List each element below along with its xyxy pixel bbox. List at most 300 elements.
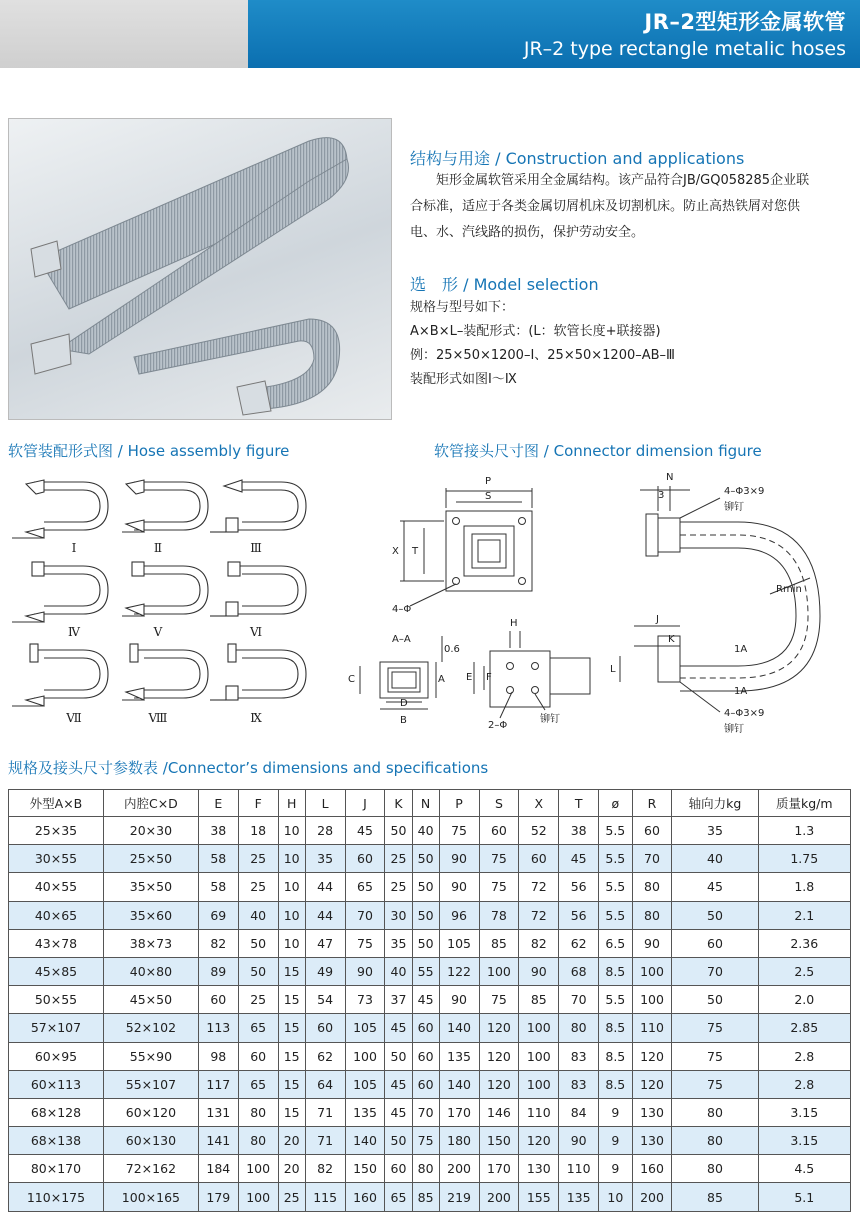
table-cell: 82 [198, 929, 238, 957]
table-cell: 60 [238, 1042, 278, 1070]
table-cell: 10 [278, 817, 305, 845]
table-cell: 68 [559, 957, 599, 985]
column-header: 轴向力kg [672, 790, 758, 817]
table-cell: 60 [198, 986, 238, 1014]
table-cell: 85 [672, 1183, 758, 1211]
table-cell: 9 [599, 1155, 633, 1183]
table-cell: 35 [305, 845, 345, 873]
roman-label: Ⅷ [148, 711, 168, 725]
column-header: X [519, 790, 559, 817]
table-cell: 180 [439, 1127, 479, 1155]
table-cell: 20 [278, 1127, 305, 1155]
table-cell: 135 [439, 1042, 479, 1070]
assembly-diagram [12, 644, 108, 706]
table-cell: 60 [412, 1014, 439, 1042]
table-cell: 52 [519, 817, 559, 845]
page-title: JR–2型矩形金属软管 [644, 10, 846, 34]
table-cell: 120 [519, 1127, 559, 1155]
table-cell: 20 [278, 1155, 305, 1183]
dim-label: L [610, 664, 616, 675]
dim-label: B [400, 715, 407, 726]
table-cell: 75 [345, 929, 385, 957]
table-cell: 160 [632, 1155, 672, 1183]
table-cell: 140 [439, 1070, 479, 1098]
table-cell: 69 [198, 901, 238, 929]
table-cell: 50 [672, 986, 758, 1014]
table-cell: 5.5 [599, 901, 633, 929]
construction-text [410, 168, 855, 246]
header-banner [248, 0, 860, 68]
table-cell: 8.5 [599, 1014, 633, 1042]
model-line: 装配形式如图Ⅰ～Ⅸ [410, 372, 517, 387]
table-cell: 135 [559, 1183, 599, 1211]
table-cell: 80 [238, 1098, 278, 1126]
table-cell: 10 [599, 1183, 633, 1211]
header-gray-band [0, 0, 248, 68]
table-cell: 219 [439, 1183, 479, 1211]
table-cell: 25 [238, 873, 278, 901]
connector-figure-title: 软管接头尺寸图 / Connector dimension figure [434, 442, 762, 460]
table-cell: 73 [345, 986, 385, 1014]
table-cell: 83 [559, 1070, 599, 1098]
table-cell: 8.5 [599, 1042, 633, 1070]
hose-assembly-figure [8, 466, 308, 736]
table-cell: 45 [412, 986, 439, 1014]
table-cell: 100×165 [103, 1183, 198, 1211]
table-cell: 15 [278, 986, 305, 1014]
table-cell: 100 [519, 1070, 559, 1098]
dim-label: 4–Φ3×9 [724, 486, 765, 497]
table-cell: 75 [439, 817, 479, 845]
table-cell: 140 [439, 1014, 479, 1042]
table-cell: 100 [345, 1042, 385, 1070]
dim-label: C [348, 674, 355, 685]
table-cell: 5.5 [599, 986, 633, 1014]
table-cell: 25 [385, 873, 412, 901]
table-cell: 100 [519, 1014, 559, 1042]
table-cell: 52×102 [103, 1014, 198, 1042]
table-cell: 75 [479, 986, 519, 1014]
table-cell: 10 [278, 929, 305, 957]
table-cell: 55×107 [103, 1070, 198, 1098]
column-header: F [238, 790, 278, 817]
table-cell: 1.8 [758, 873, 850, 901]
table-cell: 58 [198, 873, 238, 901]
table-row [9, 1042, 851, 1070]
table-cell: 10 [278, 845, 305, 873]
table-row [9, 873, 851, 901]
table-cell: 70 [672, 957, 758, 985]
table-cell: 50 [385, 817, 412, 845]
table-cell: 105 [345, 1070, 385, 1098]
table-header-row [9, 790, 851, 817]
dim-label: E [466, 672, 473, 683]
table-cell: 50 [412, 873, 439, 901]
table-cell: 2.85 [758, 1014, 850, 1042]
table-cell: 18 [238, 817, 278, 845]
table-cell: 60×95 [9, 1042, 104, 1070]
table-cell: 179 [198, 1183, 238, 1211]
roman-label: Ⅶ [66, 711, 82, 725]
table-cell: 70 [559, 986, 599, 1014]
table-cell: 56 [559, 873, 599, 901]
table-row [9, 929, 851, 957]
table-cell: 43×78 [9, 929, 104, 957]
dim-label: 4–Φ [392, 604, 412, 615]
table-cell: 170 [479, 1155, 519, 1183]
table-cell: 120 [479, 1070, 519, 1098]
table-cell: 40 [412, 817, 439, 845]
table-cell: 60 [519, 845, 559, 873]
table-cell: 130 [632, 1098, 672, 1126]
table-cell: 30 [385, 901, 412, 929]
table-cell: 75 [479, 873, 519, 901]
table-cell: 75 [412, 1127, 439, 1155]
table-cell: 71 [305, 1127, 345, 1155]
table-cell: 5.5 [599, 873, 633, 901]
table-cell: 15 [278, 1042, 305, 1070]
table-cell: 40 [238, 901, 278, 929]
table-cell: 90 [519, 957, 559, 985]
table-cell: 2.1 [758, 901, 850, 929]
table-cell: 105 [439, 929, 479, 957]
table-cell: 40 [385, 957, 412, 985]
dim-label: F [486, 672, 492, 683]
dim-label: 4–Φ3×9 [724, 708, 765, 719]
table-row [9, 845, 851, 873]
assembly-diagram [122, 562, 208, 616]
dim-label: 1A [734, 686, 748, 697]
table-cell: 15 [278, 1098, 305, 1126]
table-cell: 25 [238, 845, 278, 873]
table-cell: 72 [519, 901, 559, 929]
assembly-diagram [122, 644, 208, 700]
dim-label: K [668, 634, 675, 645]
table-cell: 65 [238, 1014, 278, 1042]
table-cell: 9 [599, 1098, 633, 1126]
table-cell: 60 [479, 817, 519, 845]
table-cell: 45 [559, 845, 599, 873]
table-row [9, 986, 851, 1014]
table-cell: 38 [198, 817, 238, 845]
table-cell: 40×65 [9, 901, 104, 929]
table-cell: 141 [198, 1127, 238, 1155]
table-cell: 75 [672, 1070, 758, 1098]
table-cell: 57×107 [9, 1014, 104, 1042]
table-cell: 8.5 [599, 957, 633, 985]
table-row [9, 901, 851, 929]
table-cell: 100 [238, 1155, 278, 1183]
table-cell: 3.15 [758, 1098, 850, 1126]
table-cell: 30×55 [9, 845, 104, 873]
dim-label: T [412, 546, 419, 557]
construction-line: 电、水、汽线路的损伤，保护劳动安全。 [410, 225, 645, 240]
table-cell: 25 [278, 1183, 305, 1211]
table-cell: 98 [198, 1042, 238, 1070]
table-cell: 56 [559, 901, 599, 929]
table-cell: 35 [385, 929, 412, 957]
table-cell: 80 [559, 1014, 599, 1042]
table-cell: 120 [479, 1014, 519, 1042]
model-line: A×B×L–装配形式：(L：软管长度+联接器) [410, 324, 661, 339]
dim-label: S [485, 491, 492, 502]
table-cell: 40×55 [9, 873, 104, 901]
table-cell: 65 [345, 873, 385, 901]
table-cell: 50 [385, 1042, 412, 1070]
table-cell: 75 [479, 845, 519, 873]
table-cell: 54 [305, 986, 345, 1014]
table-row [9, 817, 851, 845]
table-cell: 50 [672, 901, 758, 929]
assembly-diagram [12, 480, 108, 538]
assembly-diagram [210, 562, 306, 616]
column-header: K [385, 790, 412, 817]
table-cell: 2.36 [758, 929, 850, 957]
column-header: ø [599, 790, 633, 817]
product-photo [8, 118, 392, 420]
table-cell: 50 [238, 957, 278, 985]
table-cell: 140 [345, 1127, 385, 1155]
table-cell: 45 [385, 1014, 412, 1042]
page-subtitle: JR–2 type rectangle metalic hoses [523, 38, 846, 60]
dim-label: J [656, 614, 659, 625]
table-cell: 50 [412, 901, 439, 929]
table-cell: 170 [439, 1098, 479, 1126]
table-cell: 120 [479, 1042, 519, 1070]
table-cell: 90 [345, 957, 385, 985]
table-cell: 8.5 [599, 1070, 633, 1098]
table-cell: 68×128 [9, 1098, 104, 1126]
column-header: L [305, 790, 345, 817]
column-header: N [412, 790, 439, 817]
table-cell: 9 [599, 1127, 633, 1155]
table-cell: 60 [385, 1155, 412, 1183]
table-cell: 200 [439, 1155, 479, 1183]
dim-label: A–A [392, 634, 411, 645]
column-header: P [439, 790, 479, 817]
table-cell: 96 [439, 901, 479, 929]
dim-label: 铆钉 [724, 724, 744, 735]
assembly-diagram [210, 480, 306, 532]
table-cell: 3.15 [758, 1127, 850, 1155]
assembly-figure-title: 软管装配形式图 / Hose assembly figure [8, 442, 290, 460]
table-cell: 60 [412, 1070, 439, 1098]
dim-label: 2–Φ [488, 720, 508, 731]
table-cell: 15 [278, 957, 305, 985]
table-cell: 130 [519, 1155, 559, 1183]
dim-label: D [400, 698, 408, 709]
table-cell: 45×85 [9, 957, 104, 985]
table-cell: 120 [632, 1042, 672, 1070]
table-cell: 82 [305, 1155, 345, 1183]
table-cell: 90 [632, 929, 672, 957]
table-cell: 5.5 [599, 817, 633, 845]
dim-label: A [438, 674, 445, 685]
table-cell: 25 [385, 845, 412, 873]
table-cell: 15 [278, 1014, 305, 1042]
table-cell: 160 [345, 1183, 385, 1211]
dim-label: 0.6 [444, 644, 460, 655]
table-cell: 49 [305, 957, 345, 985]
table-cell: 100 [479, 957, 519, 985]
column-header: J [345, 790, 385, 817]
table-cell: 75 [672, 1042, 758, 1070]
column-header: E [198, 790, 238, 817]
table-cell: 146 [479, 1098, 519, 1126]
table-cell: 40×80 [103, 957, 198, 985]
table-cell: 37 [385, 986, 412, 1014]
table-cell: 40 [672, 845, 758, 873]
table-cell: 64 [305, 1070, 345, 1098]
table-cell: 70 [412, 1098, 439, 1126]
table-cell: 1.3 [758, 817, 850, 845]
table-cell: 80 [632, 873, 672, 901]
table-cell: 122 [439, 957, 479, 985]
table-cell: 70 [345, 901, 385, 929]
table-cell: 100 [632, 957, 672, 985]
table-cell: 38×73 [103, 929, 198, 957]
table-cell: 68×138 [9, 1127, 104, 1155]
dim-label: X [392, 546, 399, 557]
table-cell: 50 [385, 1127, 412, 1155]
table-cell: 117 [198, 1070, 238, 1098]
table-row [9, 1098, 851, 1126]
table-body [9, 817, 851, 1212]
table-cell: 130 [632, 1127, 672, 1155]
column-header: 外型A×B [9, 790, 104, 817]
table-cell: 62 [559, 929, 599, 957]
table-cell: 4.5 [758, 1155, 850, 1183]
table-cell: 80 [672, 1155, 758, 1183]
table-cell: 45 [385, 1098, 412, 1126]
table-cell: 15 [278, 1070, 305, 1098]
dim-label: 1A [734, 644, 748, 655]
table-cell: 78 [479, 901, 519, 929]
roman-label: Ⅱ [153, 541, 163, 555]
table-cell: 90 [439, 986, 479, 1014]
construction-title: 结构与用途 / Construction and applications [410, 149, 745, 168]
table-cell: 25×35 [9, 817, 104, 845]
table-cell: 113 [198, 1014, 238, 1042]
dim-label: 铆钉 [724, 502, 744, 513]
table-cell: 60 [345, 845, 385, 873]
assembly-diagram [12, 562, 108, 622]
table-cell: 70 [632, 845, 672, 873]
model-selection-title: 选 形 / Model selection [410, 275, 599, 294]
table-cell: 50 [412, 929, 439, 957]
table-cell: 200 [632, 1183, 672, 1211]
column-header: 质量kg/m [758, 790, 850, 817]
table-cell: 100 [238, 1183, 278, 1211]
table-row [9, 1127, 851, 1155]
table-cell: 100 [632, 986, 672, 1014]
table-cell: 2.5 [758, 957, 850, 985]
table-cell: 60 [305, 1014, 345, 1042]
table-cell: 90 [439, 873, 479, 901]
table-cell: 58 [198, 845, 238, 873]
table-row [9, 1014, 851, 1042]
construction-line: 合标准，适应于各类金属切屑机床及切割机床。防止高热铁屑对您供 [410, 199, 801, 214]
table-cell: 150 [479, 1127, 519, 1155]
table-cell: 62 [305, 1042, 345, 1070]
table-row [9, 957, 851, 985]
assembly-diagram [210, 644, 306, 700]
table-cell: 2.0 [758, 986, 850, 1014]
roman-label: Ⅴ [153, 625, 163, 639]
table-cell: 60 [632, 817, 672, 845]
table-cell: 25×50 [103, 845, 198, 873]
table-cell: 44 [305, 873, 345, 901]
table-cell: 100 [519, 1042, 559, 1070]
table-cell: 84 [559, 1098, 599, 1126]
table-cell: 105 [345, 1014, 385, 1042]
table-cell: 5.1 [758, 1183, 850, 1211]
dim-label: 铆钉 [540, 714, 560, 725]
table-cell: 131 [198, 1098, 238, 1126]
connector-dimension-figure [340, 466, 855, 741]
table-cell: 65 [238, 1070, 278, 1098]
dim-label: N [666, 472, 674, 483]
table-cell: 60×130 [103, 1127, 198, 1155]
table-cell: 90 [439, 845, 479, 873]
table-cell: 80 [412, 1155, 439, 1183]
table-cell: 82 [519, 929, 559, 957]
roman-label: Ⅲ [250, 541, 262, 555]
table-cell: 60×120 [103, 1098, 198, 1126]
dim-label: H [510, 618, 518, 629]
table-cell: 20×30 [103, 817, 198, 845]
column-header: T [559, 790, 599, 817]
table-cell: 60 [672, 929, 758, 957]
table-cell: 200 [479, 1183, 519, 1211]
table-cell: 85 [412, 1183, 439, 1211]
column-header: 内腔C×D [103, 790, 198, 817]
table-cell: 65 [385, 1183, 412, 1211]
table-cell: 25 [238, 986, 278, 1014]
table-cell: 38 [559, 817, 599, 845]
dim-label: P [485, 476, 492, 487]
table-cell: 110×175 [9, 1183, 104, 1211]
table-row [9, 1155, 851, 1183]
table-cell: 85 [519, 986, 559, 1014]
column-header: S [479, 790, 519, 817]
table-cell: 50×55 [9, 986, 104, 1014]
table-cell: 6.5 [599, 929, 633, 957]
table-row [9, 1183, 851, 1211]
table-cell: 10 [278, 901, 305, 929]
column-header: R [632, 790, 672, 817]
table-cell: 60 [412, 1042, 439, 1070]
table-cell: 120 [632, 1070, 672, 1098]
table-cell: 44 [305, 901, 345, 929]
table-cell: 35×60 [103, 901, 198, 929]
table-cell: 45×50 [103, 986, 198, 1014]
table-cell: 80 [672, 1127, 758, 1155]
table-cell: 50 [412, 845, 439, 873]
model-line: 例：25×50×1200–Ⅰ、25×50×1200–AB–Ⅲ [410, 348, 676, 363]
table-cell: 35×50 [103, 873, 198, 901]
table-cell: 71 [305, 1098, 345, 1126]
table-cell: 83 [559, 1042, 599, 1070]
table-cell: 184 [198, 1155, 238, 1183]
table-cell: 80 [238, 1127, 278, 1155]
table-cell: 72×162 [103, 1155, 198, 1183]
roman-label: Ⅰ [71, 541, 77, 555]
table-cell: 155 [519, 1183, 559, 1211]
table-cell: 110 [519, 1098, 559, 1126]
table-cell: 55 [412, 957, 439, 985]
table-cell: 60×113 [9, 1070, 104, 1098]
